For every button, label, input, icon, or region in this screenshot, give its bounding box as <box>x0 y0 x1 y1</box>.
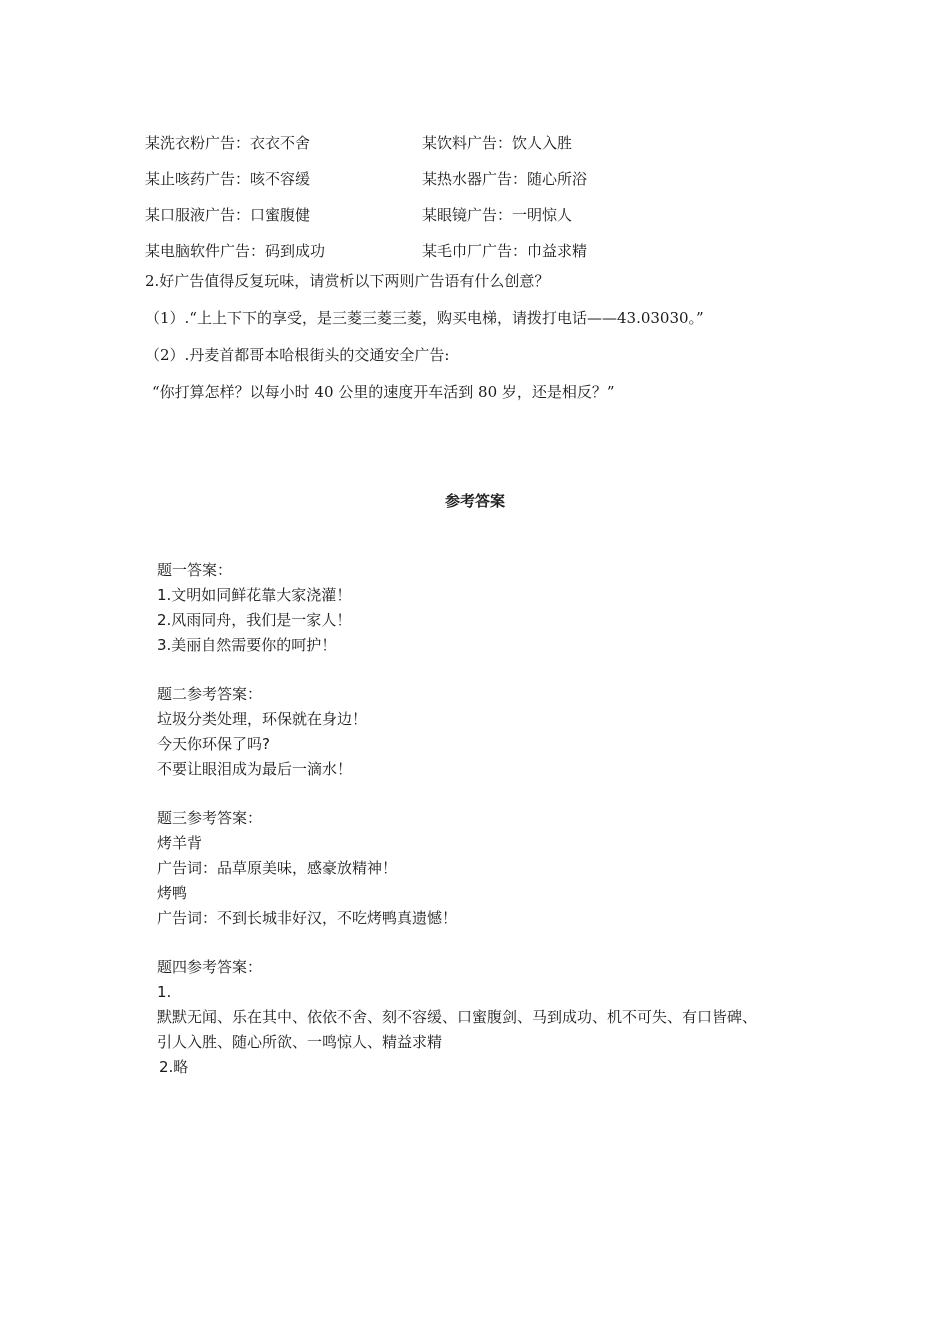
answer-4-title: 题四参考答案： <box>157 958 263 976</box>
question-2-item-2: （2）.丹麦首都哥本哈根街头的交通安全广告: <box>145 346 450 364</box>
answer-section-title: 参考答案 <box>444 492 505 510</box>
ad-row <box>145 232 845 268</box>
ad-slogan-right: 某眼镜广告：一明惊人 <box>422 205 573 224</box>
answer-line: 3.美丽自然需要你的呵护！ <box>157 636 337 654</box>
answer-2-title: 题二参考答案： <box>157 685 263 703</box>
spacer <box>157 931 857 955</box>
answer-line: 烤鸭 <box>157 884 188 902</box>
answer-line: 1.文明如同鲜花靠大家浇灌！ <box>157 586 352 604</box>
ad-slogan-left: 某洗衣粉广告：衣衣不舍 <box>145 133 311 152</box>
question-2-prompt: 2.好广告值得反复玩味，请赏析以下两则广告语有什么创意？ <box>145 272 550 290</box>
answer-list <box>157 558 857 1080</box>
answer-line: 烤羊背 <box>157 834 203 852</box>
answer-4-idioms-line-2: 引人入胜、随心所欲、一鸣惊人、精益求精 <box>157 1033 443 1051</box>
answer-line: 广告词：品草原美味，感豪放精神！ <box>157 859 398 877</box>
ad-slogan-left: 某口服液广告：口蜜腹健 <box>145 205 311 224</box>
answer-line: 今天你环保了吗? <box>157 735 270 753</box>
ad-slogan-list <box>145 124 845 268</box>
ad-slogan-right: 某饮料广告：饮人入胜 <box>422 133 573 152</box>
ad-row <box>145 196 845 232</box>
ad-slogan-left: 某止咳药广告：咳不容缓 <box>145 169 311 188</box>
answer-line: 广告词：不到长城非好汉，不吃烤鸭真遗憾！ <box>157 909 458 927</box>
answer-4-item-1-label: 1. <box>157 983 172 1001</box>
answer-3-title: 题三参考答案： <box>157 809 263 827</box>
answer-4-idioms-line-1: 默默无闻、乐在其中、依依不舍、刻不容缓、口蜜腹剑、马到成功、机不可失、有口皆碑、 <box>157 1008 758 1026</box>
answer-line: 垃圾分类处理，环保就在身边！ <box>157 710 368 728</box>
ad-row <box>145 124 845 160</box>
ad-slogan-right: 某毛巾厂广告：巾益求精 <box>422 241 588 260</box>
question-2-item-2-quote: “你打算怎样？以每小时 40 公里的速度开车活到 80 岁，还是相反？” <box>152 383 615 401</box>
answer-1-title: 题一答案： <box>157 561 233 579</box>
answer-4-item-2: 2.略 <box>159 1058 189 1076</box>
spacer <box>157 658 857 682</box>
spacer <box>157 782 857 806</box>
answer-line: 2.风雨同舟，我们是一家人！ <box>157 611 352 629</box>
question-2-item-1: （1）.“上上下下的享受，是三菱三菱三菱，购买电梯，请拨打电话——43.03030。” <box>145 309 704 327</box>
answer-line: 不要让眼泪成为最后一滴水！ <box>157 760 353 778</box>
ad-slogan-left: 某电脑软件广告：码到成功 <box>145 241 326 260</box>
ad-row <box>145 160 845 196</box>
ad-slogan-right: 某热水器广告：随心所浴 <box>422 169 588 188</box>
